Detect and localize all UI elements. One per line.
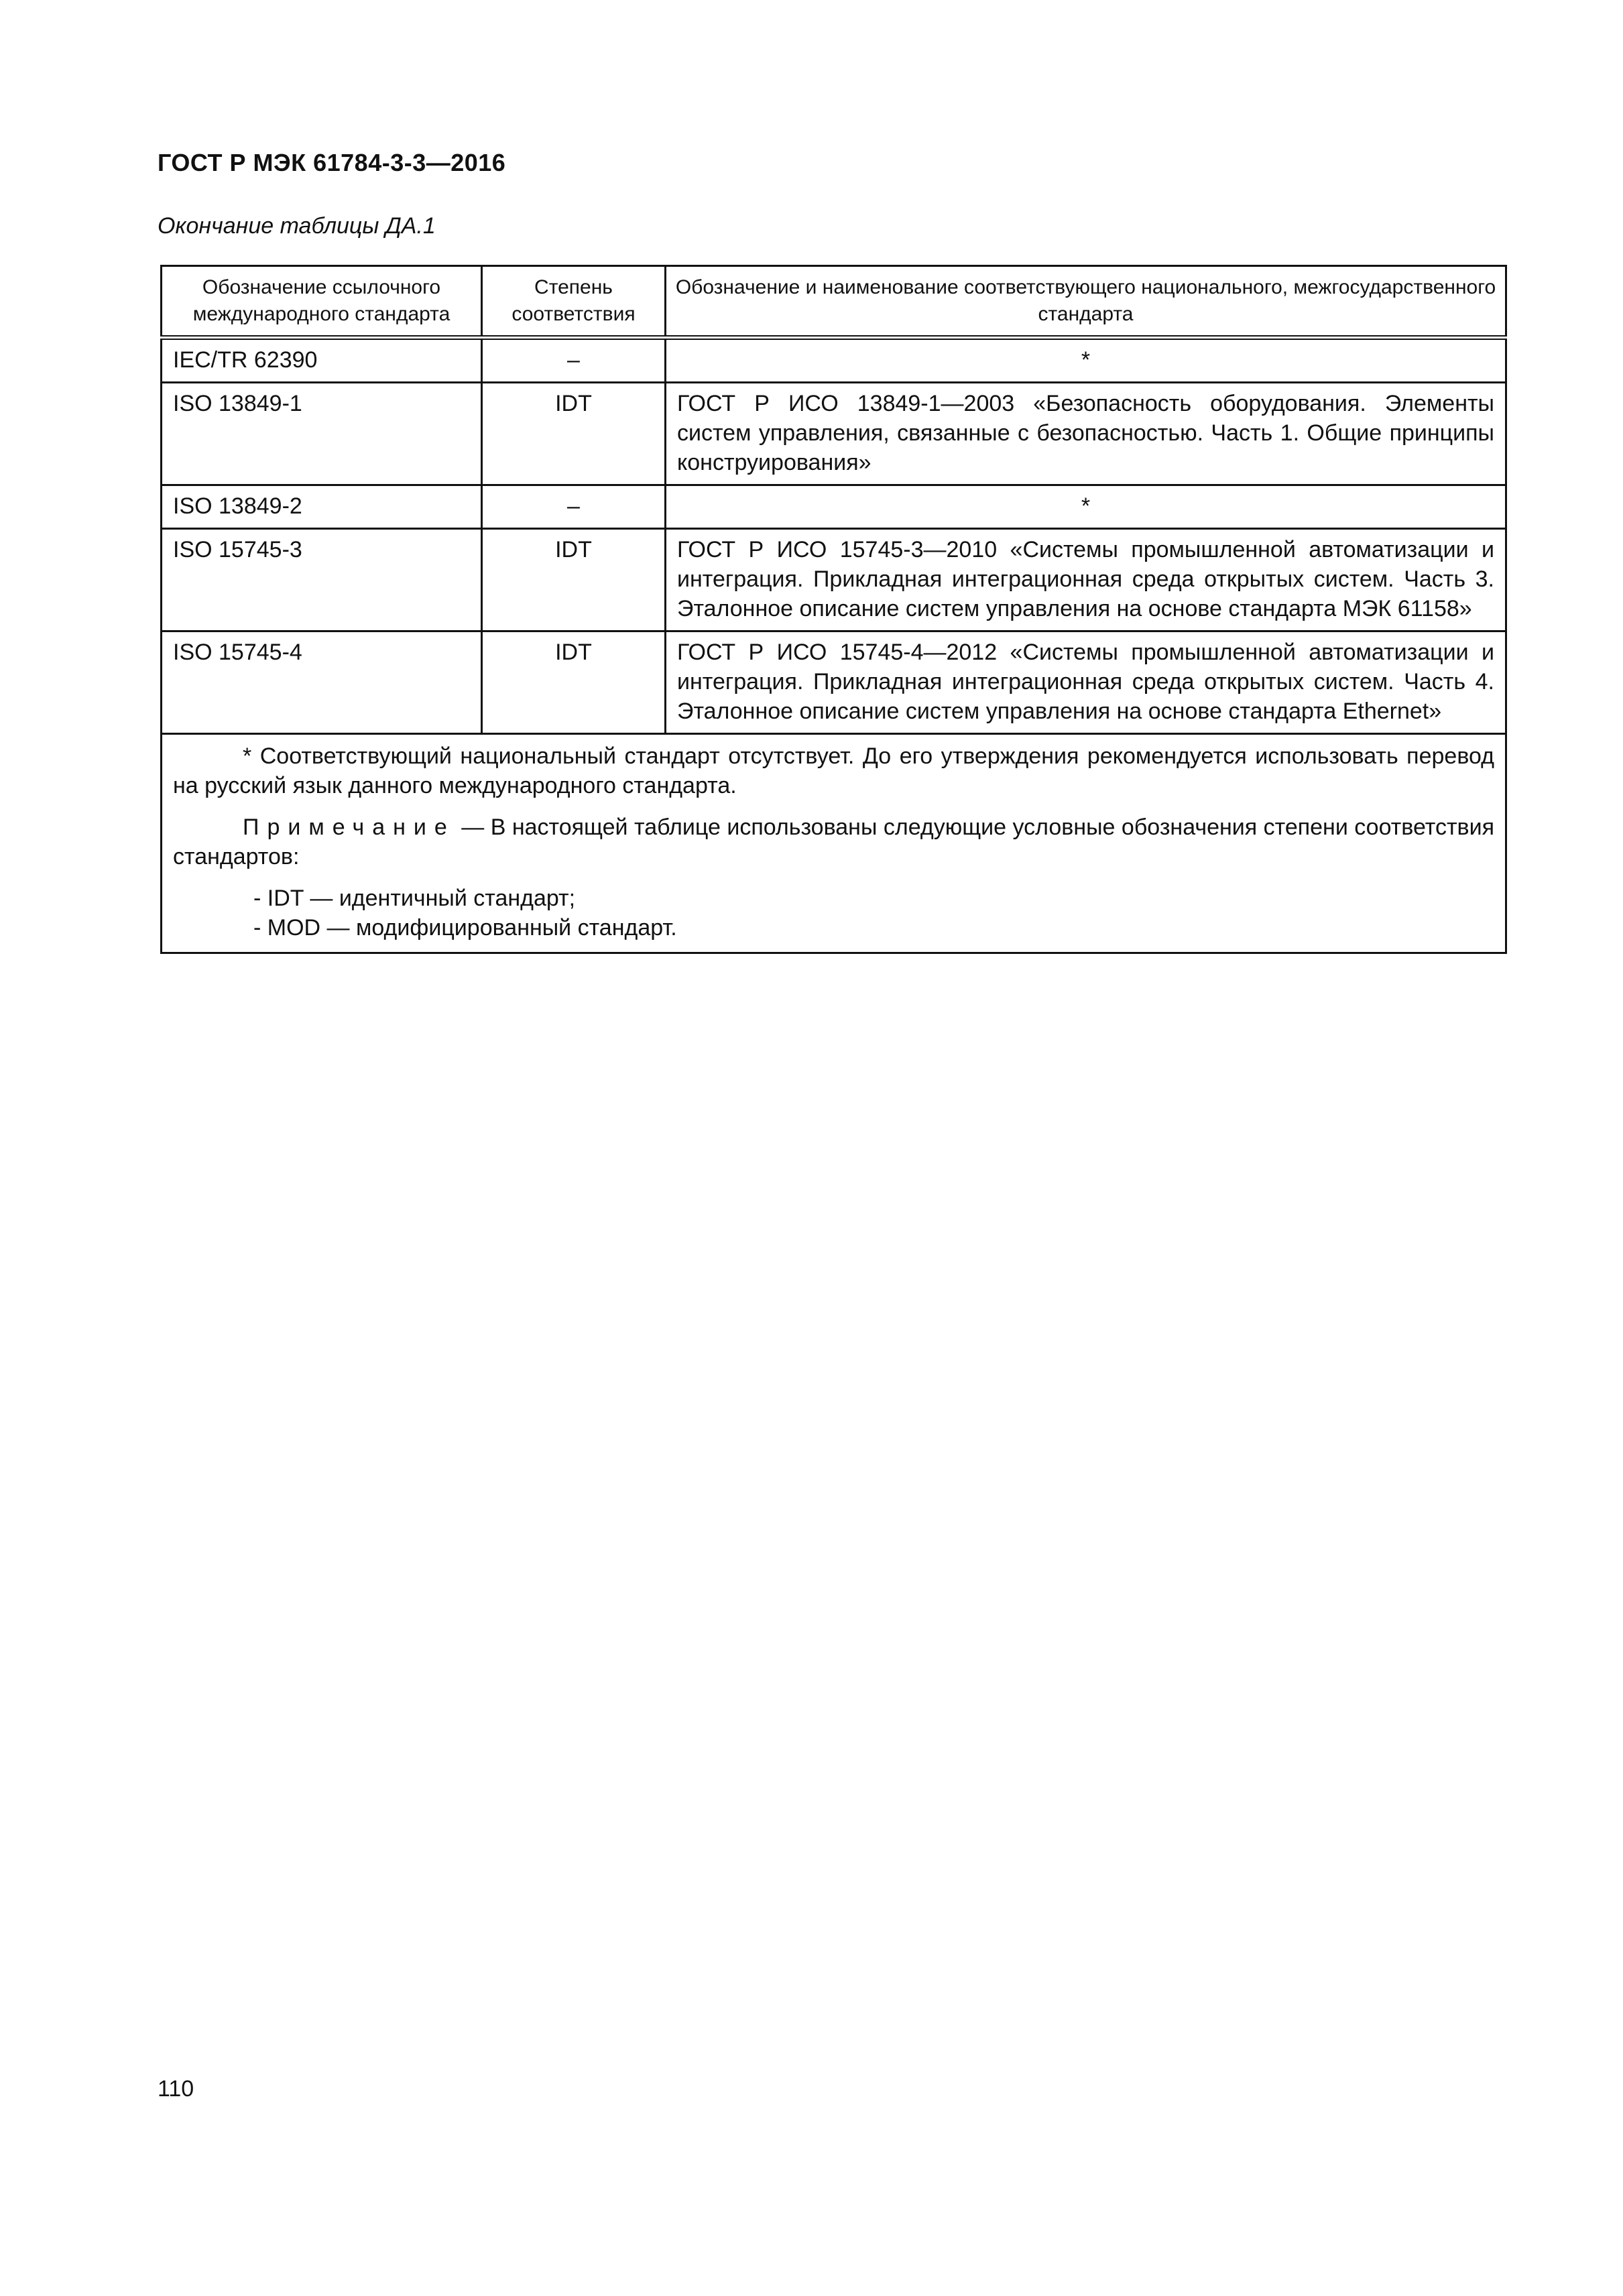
table-row (162, 338, 1506, 383)
footnote-text: * Соответствующий национальный стандарт отсутствует. До его утверждения рекомендуется использовать перевод на русский язык данного международного стандарта. (173, 743, 1494, 798)
table-row (162, 631, 1506, 734)
list-item: - MOD — модифицированный стандарт. (253, 915, 677, 941)
page-number: 110 (158, 2076, 194, 2102)
cell-degree: IDT (482, 529, 666, 631)
reference-standards-table (160, 265, 1507, 954)
note-label: Примечание (243, 814, 455, 840)
table-header-row (162, 266, 1506, 338)
note-paragraph (173, 812, 1494, 871)
column-header-national-standard: Обозначение и наименование соответствующего национального, межгосударственного стандарта (666, 266, 1506, 338)
cell-reference: IEC/TR 62390 (162, 338, 482, 383)
cell-degree: IDT (482, 383, 666, 485)
list-item: - IDT — идентичный стандарт; (253, 886, 576, 911)
table-notes-row (162, 734, 1506, 953)
table-caption: Окончание таблицы ДА.1 (158, 213, 436, 239)
column-header-degree: Степень соответствия (482, 266, 666, 338)
note-text: — В настоящей таблице использованы следующие условные обозначения степени соответствия стандартов: (173, 814, 1494, 869)
table-row (162, 529, 1506, 631)
cell-national-standard: ГОСТ Р ИСО 13849-1—2003 «Безопасность оборудования. Элементы систем управления, связанные с безопасностью. Часть 1. Общие принципы конструирования» (666, 383, 1506, 485)
cell-national-standard: ГОСТ Р ИСО 15745-4—2012 «Системы промышленной автоматизации и интеграция. Прикладная интеграционная среда открытых систем. Часть 4. Эталонное описание систем управления на основе стандарта Ethernet» (666, 631, 1506, 734)
table-row (162, 485, 1506, 529)
cell-reference: ISO 15745-3 (162, 529, 482, 631)
cell-degree: IDT (482, 631, 666, 734)
column-header-reference-standard: Обозначение ссылочного международного стандарта (162, 266, 482, 338)
table-notes (162, 734, 1506, 953)
abbreviation-list (173, 884, 1494, 943)
cell-degree: – (482, 338, 666, 383)
cell-national-standard: ГОСТ Р ИСО 15745-3—2010 «Системы промышленной автоматизации и интеграция. Прикладная интеграционная среда открытых систем. Часть 3. Эталонное описание систем управления на основе стандарта МЭК 61158» (666, 529, 1506, 631)
cell-reference: ISO 15745-4 (162, 631, 482, 734)
table-row (162, 383, 1506, 485)
cell-reference: ISO 13849-2 (162, 485, 482, 529)
cell-reference: ISO 13849-1 (162, 383, 482, 485)
cell-degree: – (482, 485, 666, 529)
cell-national-standard: * (666, 485, 1506, 529)
cell-national-standard: * (666, 338, 1506, 383)
document-header: ГОСТ Р МЭК 61784-3-3—2016 (158, 149, 506, 176)
